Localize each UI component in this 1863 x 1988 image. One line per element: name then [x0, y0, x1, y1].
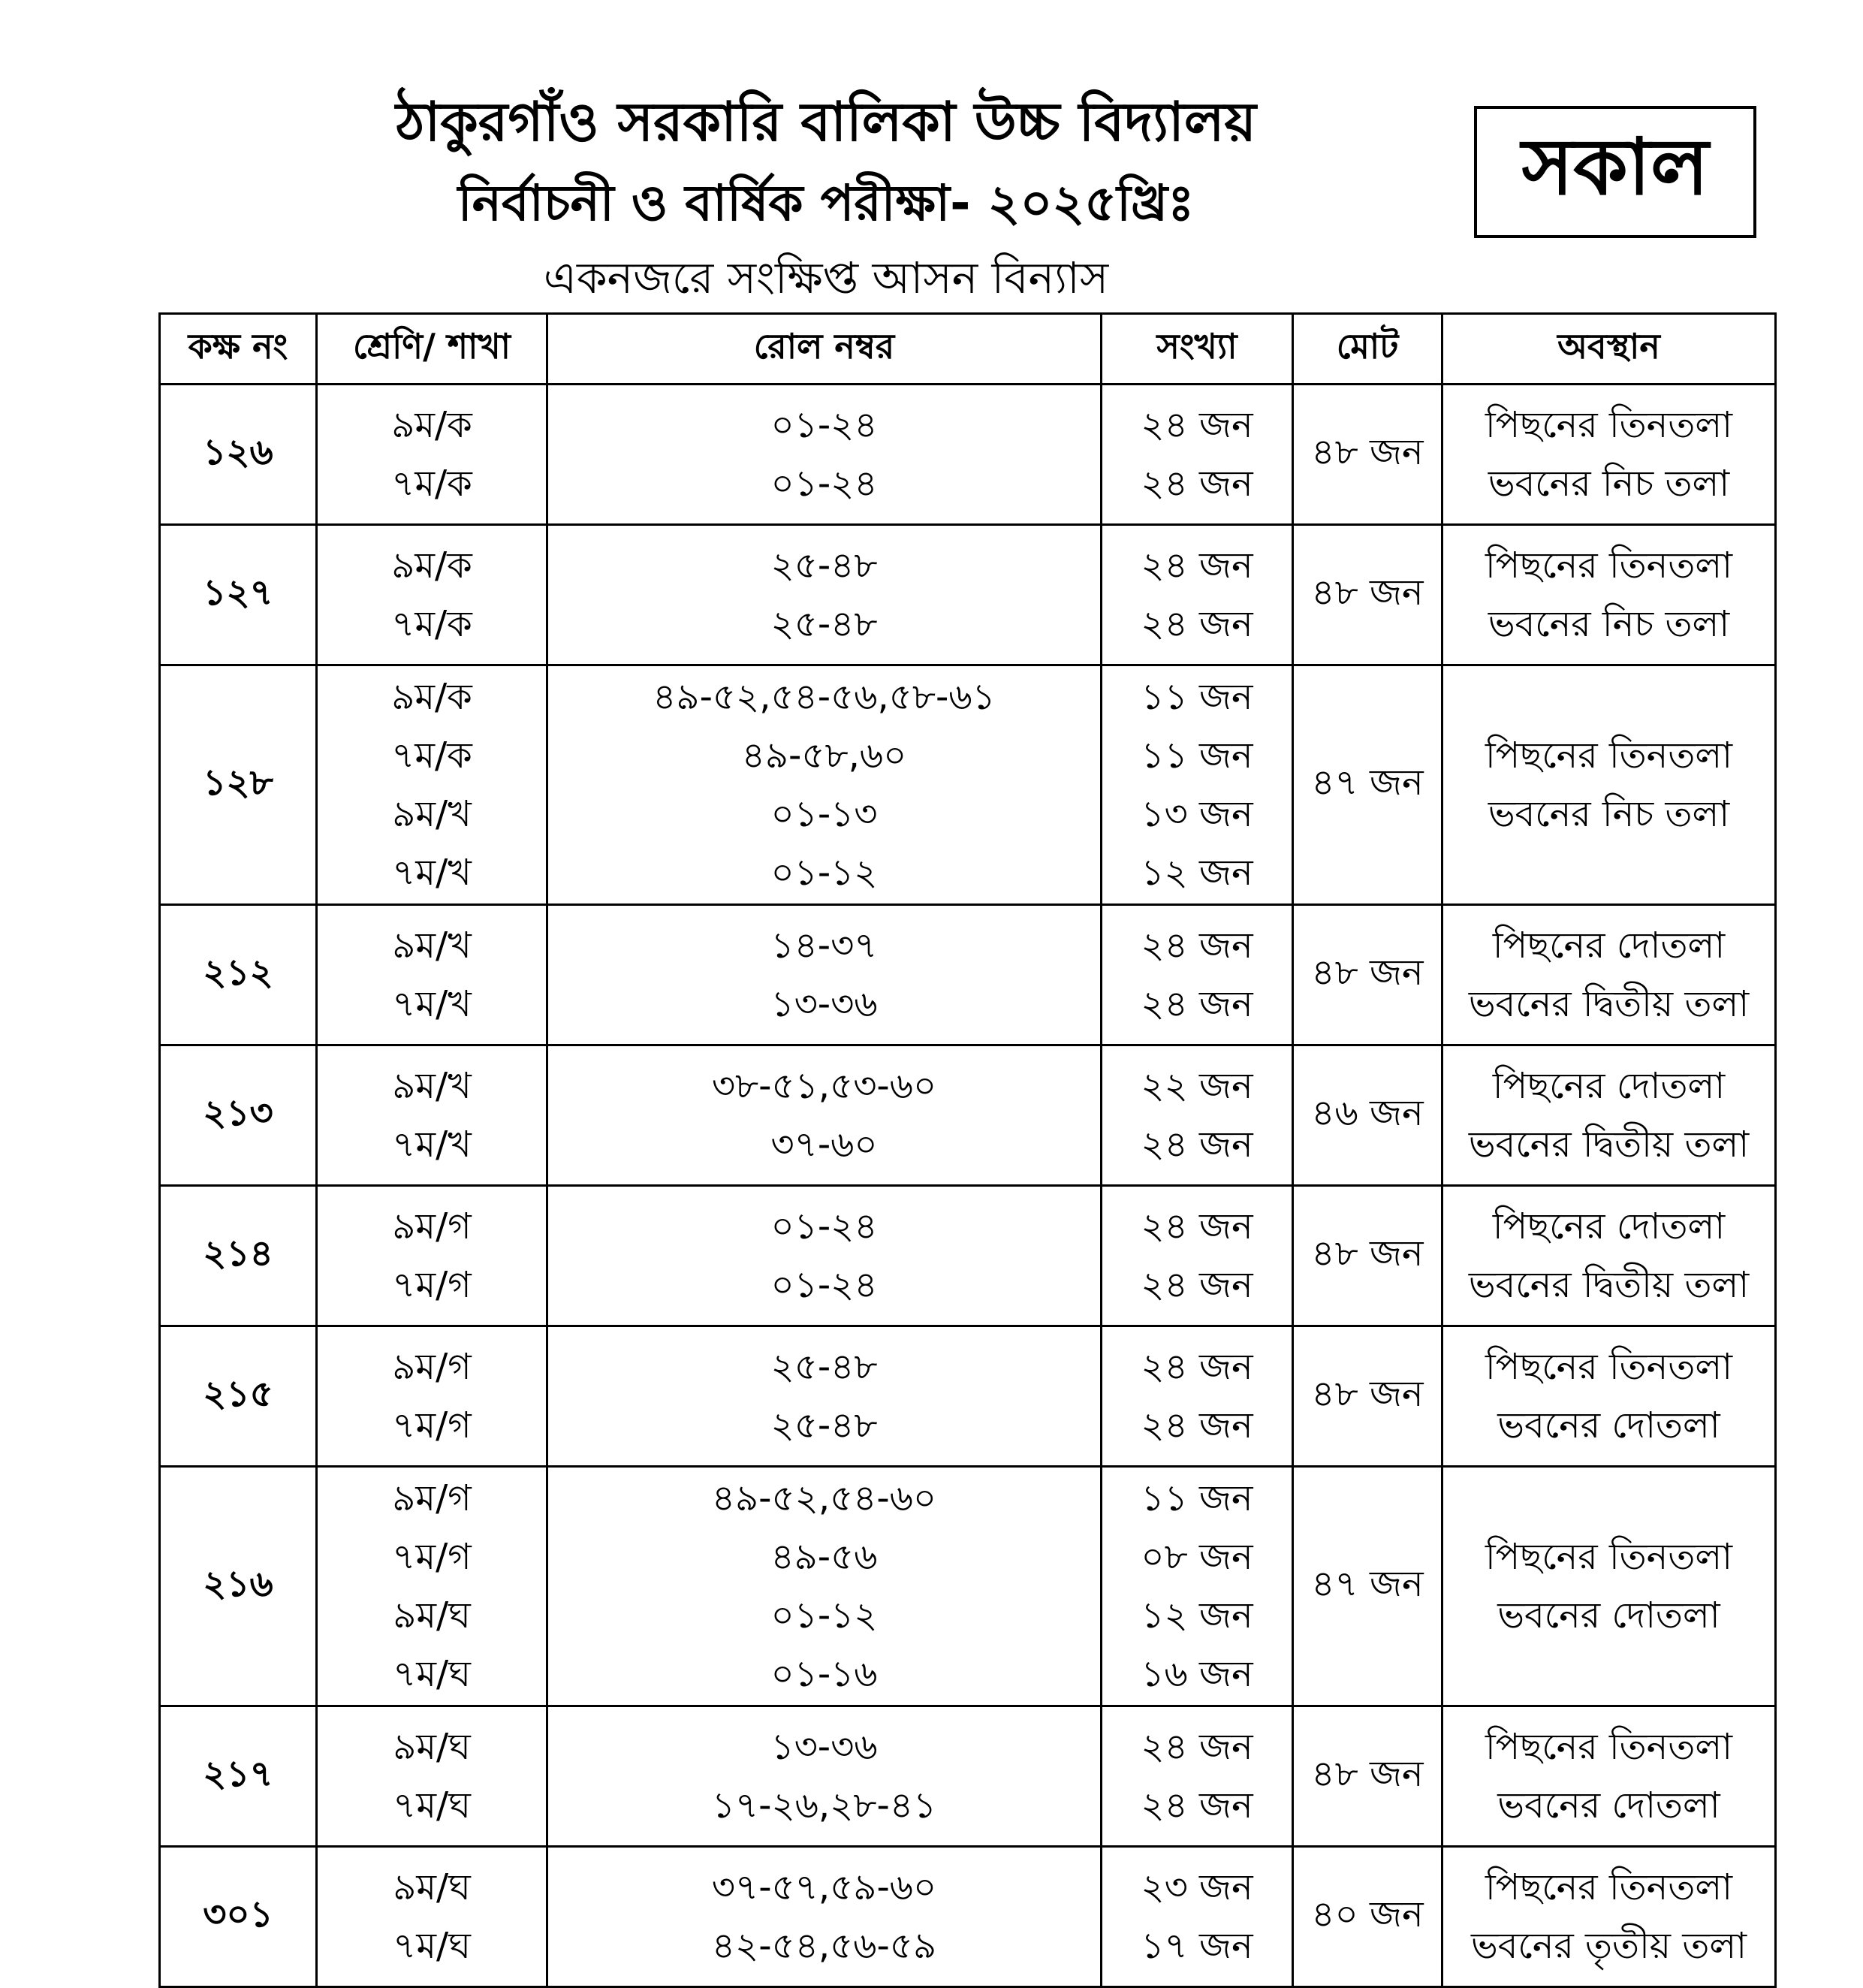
roll-range: ৩৭-৬০: [770, 1124, 878, 1166]
exam-title: নির্বাচনী ও বার্ষিক পরীক্ষা- ২০২৫খ্রিঃ: [457, 174, 1195, 232]
class-section: ৯ম/গ: [392, 1477, 472, 1519]
class-section-cell: [317, 525, 547, 665]
document-header: [0, 0, 1863, 308]
student-count: ২৪ জন: [1141, 404, 1253, 446]
school-name: ঠাকুরগাঁও সরকারি বালিকা উচ্চ বিদ্যালয়: [396, 90, 1256, 153]
roll-range: ৪২-৫৪,৫৬-৫৯: [711, 1925, 937, 1967]
table-row: [160, 1045, 1776, 1186]
class-section: ৭ম/ঘ: [393, 1784, 471, 1827]
student-count: ২৪ জন: [1141, 1124, 1253, 1166]
class-section: ৯ম/গ: [392, 1205, 472, 1247]
class-section: ৭ম/খ: [392, 852, 472, 894]
roll-numbers-cell: [547, 1186, 1102, 1326]
roll-range: ০১-১৬: [770, 1653, 878, 1695]
class-section: ৯ম/ক: [391, 676, 472, 718]
class-section: ৯ম/গ: [392, 1346, 472, 1388]
location-line: পিছনের তিনতলা: [1485, 1536, 1733, 1578]
location-line: ভবনের দোতলা: [1497, 1784, 1720, 1827]
header-room-no: কক্ষ নং: [160, 314, 317, 385]
roll-range: ০১-২৪: [770, 404, 878, 446]
location-line: ভবনের দ্বিতীয় তলা: [1468, 1124, 1750, 1166]
roll-numbers-cell: [547, 1326, 1102, 1467]
student-count: ২৩ জন: [1141, 1866, 1253, 1908]
class-section: ৭ম/গ: [392, 1404, 472, 1447]
location-cell: [1442, 1326, 1776, 1467]
student-count: ১৩ জন: [1141, 793, 1253, 835]
count-cell: [1102, 665, 1293, 905]
student-count: ০৮ জন: [1141, 1536, 1253, 1578]
location-line: পিছনের দোতলা: [1492, 925, 1726, 967]
total-cell: ৪৮ জন: [1293, 385, 1442, 525]
class-section: ৭ম/ঘ: [393, 1925, 471, 1967]
location-cell: [1442, 905, 1776, 1045]
seating-table: [158, 312, 1777, 1988]
room-number-cell: ১২৬: [160, 385, 317, 525]
total-cell: ৪৬ জন: [1293, 1045, 1442, 1186]
count-cell: [1102, 1045, 1293, 1186]
roll-range: ২৫-৪৮: [770, 1404, 878, 1447]
class-section: ৭ম/গ: [392, 1536, 472, 1578]
student-count: ১৭ জন: [1141, 1925, 1253, 1967]
table-row: [160, 1847, 1776, 1987]
student-count: ১১ জন: [1141, 1477, 1253, 1519]
roll-range: ১৪-৩৭: [770, 925, 878, 967]
count-cell: [1102, 1326, 1293, 1467]
class-section: ৯ম/ক: [391, 545, 472, 587]
roll-numbers-cell: [547, 1467, 1102, 1706]
class-section: ৯ম/ঘ: [393, 1726, 471, 1768]
student-count: ২৪ জন: [1141, 1726, 1253, 1768]
location-line: ভবনের দোতলা: [1497, 1404, 1720, 1447]
location-cell: [1442, 665, 1776, 905]
table-row: [160, 525, 1776, 665]
total-cell: ৪৮ জন: [1293, 525, 1442, 665]
student-count: ১১ জন: [1141, 676, 1253, 718]
table-row: [160, 905, 1776, 1045]
table-row: [160, 1706, 1776, 1847]
header-location: অবস্থান: [1442, 314, 1776, 385]
class-section-cell: [317, 665, 547, 905]
student-count: ১২ জন: [1141, 852, 1253, 894]
table-row: [160, 665, 1776, 905]
total-cell: ৪৭ জন: [1293, 665, 1442, 905]
class-section-cell: [317, 1847, 547, 1987]
student-count: ২৪ জন: [1141, 1346, 1253, 1388]
roll-numbers-cell: [547, 525, 1102, 665]
class-section: ৭ম/ক: [391, 603, 472, 645]
room-number-cell: ২১৭: [160, 1706, 317, 1847]
roll-range: ০১-১২: [770, 852, 878, 894]
roll-range: ১৩-৩৬: [770, 983, 878, 1025]
location-line: ভবনের নিচ তলা: [1488, 463, 1730, 505]
header-total: মোট: [1293, 314, 1442, 385]
location-line: পিছনের দোতলা: [1492, 1065, 1726, 1107]
location-line: পিছনের তিনতলা: [1485, 545, 1733, 587]
student-count: ২৪ জন: [1141, 1264, 1253, 1306]
student-count: ১৬ জন: [1141, 1653, 1253, 1695]
roll-range: ৩৭-৫৭,৫৯-৬০: [711, 1866, 937, 1908]
table-row: [160, 1467, 1776, 1706]
roll-numbers-cell: [547, 1706, 1102, 1847]
roll-numbers-cell: [547, 385, 1102, 525]
count-cell: [1102, 1706, 1293, 1847]
class-section-cell: [317, 1467, 547, 1706]
total-cell: ৪০ জন: [1293, 1847, 1442, 1987]
roll-numbers-cell: [547, 1847, 1102, 1987]
room-number-cell: ২১৩: [160, 1045, 317, 1186]
room-number-cell: ২১৪: [160, 1186, 317, 1326]
location-line: ভবনের দ্বিতীয় তলা: [1468, 1264, 1750, 1306]
room-number-cell: ২১৫: [160, 1326, 317, 1467]
location-line: পিছনের তিনতলা: [1485, 1726, 1733, 1768]
total-cell: ৪৮ জন: [1293, 1326, 1442, 1467]
class-section-cell: [317, 1706, 547, 1847]
location-line: পিছনের তিনতলা: [1485, 1346, 1733, 1388]
location-cell: [1442, 1706, 1776, 1847]
room-number-cell: ২১২: [160, 905, 317, 1045]
location-cell: [1442, 1847, 1776, 1987]
seating-plan-subtitle: একনজরে সংক্ষিপ্ত আসন বিন্যাস: [543, 252, 1109, 303]
count-cell: [1102, 905, 1293, 1045]
class-section: ৭ম/ক: [391, 463, 472, 505]
class-section: ৯ম/খ: [392, 793, 472, 835]
roll-range: ২৫-৪৮: [770, 603, 878, 645]
student-count: ২৪ জন: [1141, 463, 1253, 505]
class-section-cell: [317, 905, 547, 1045]
table-row: [160, 1186, 1776, 1326]
class-section: ৭ম/খ: [392, 983, 472, 1025]
roll-range: ১৭-২৬,২৮-৪১: [711, 1784, 937, 1827]
roll-range: ০১-১২: [770, 1594, 878, 1637]
table-row: [160, 385, 1776, 525]
room-number-cell: ১২৮: [160, 665, 317, 905]
roll-range: ৪৯-৫২,৫৪-৫৬,৫৮-৬১: [653, 676, 996, 718]
class-section: ৯ম/খ: [392, 1065, 472, 1107]
student-count: ১২ জন: [1141, 1594, 1253, 1637]
student-count: ২৪ জন: [1141, 1404, 1253, 1447]
class-section-cell: [317, 1326, 547, 1467]
student-count: ২৪ জন: [1141, 983, 1253, 1025]
count-cell: [1102, 525, 1293, 665]
class-section: ৭ম/গ: [392, 1264, 472, 1306]
total-cell: ৪৮ জন: [1293, 1186, 1442, 1326]
roll-range: ০১-২৪: [770, 1264, 878, 1306]
student-count: ২৪ জন: [1141, 925, 1253, 967]
location-line: পিছনের তিনতলা: [1485, 1866, 1733, 1908]
class-section: ৯ম/ঘ: [393, 1866, 471, 1908]
header-class-section: শ্রেণি/ শাখা: [317, 314, 547, 385]
roll-range: ০১-২৪: [770, 463, 878, 505]
table-header-row: [160, 314, 1776, 385]
class-section: ৯ম/খ: [392, 925, 472, 967]
roll-range: ৪৯-৫২,৫৪-৬০: [711, 1477, 937, 1519]
location-line: পিছনের তিনতলা: [1485, 404, 1733, 446]
class-section: ৭ম/ক: [391, 735, 472, 777]
student-count: ২২ জন: [1141, 1065, 1253, 1107]
shift-label-box: সকাল: [1474, 106, 1756, 238]
class-section-cell: [317, 1186, 547, 1326]
table-row: [160, 1326, 1776, 1467]
room-number-cell: ১২৭: [160, 525, 317, 665]
location-cell: [1442, 385, 1776, 525]
location-line: পিছনের তিনতলা: [1485, 735, 1733, 777]
student-count: ২৪ জন: [1141, 603, 1253, 645]
class-section: ৭ম/খ: [392, 1124, 472, 1166]
total-cell: ৪৭ জন: [1293, 1467, 1442, 1706]
total-cell: ৪৮ জন: [1293, 905, 1442, 1045]
header-roll-numbers: রোল নম্বর: [547, 314, 1102, 385]
class-section-cell: [317, 385, 547, 525]
location-line: ভবনের তৃতীয় তলা: [1470, 1925, 1747, 1967]
roll-range: ৪৯-৫৮,৬০: [741, 735, 907, 777]
header-count: সংখ্যা: [1102, 314, 1293, 385]
roll-range: ২৫-৪৮: [770, 545, 878, 587]
room-number-cell: ২১৬: [160, 1467, 317, 1706]
location-line: পিছনের দোতলা: [1492, 1205, 1726, 1247]
class-section: ৯ম/ক: [391, 404, 472, 446]
student-count: ২৪ জন: [1141, 1205, 1253, 1247]
location-line: ভবনের দ্বিতীয় তলা: [1468, 983, 1750, 1025]
room-number-cell: ৩০১: [160, 1847, 317, 1987]
student-count: ১১ জন: [1141, 735, 1253, 777]
roll-numbers-cell: [547, 665, 1102, 905]
location-cell: [1442, 1045, 1776, 1186]
student-count: ২৪ জন: [1141, 545, 1253, 587]
roll-range: ২৫-৪৮: [770, 1346, 878, 1388]
roll-numbers-cell: [547, 1045, 1102, 1186]
count-cell: [1102, 1847, 1293, 1987]
roll-range: ৩৮-৫১,৫৩-৬০: [711, 1065, 937, 1107]
student-count: ২৪ জন: [1141, 1784, 1253, 1827]
roll-range: ০১-২৪: [770, 1205, 878, 1247]
count-cell: [1102, 385, 1293, 525]
roll-range: ৪৯-৫৬: [770, 1536, 878, 1578]
location-line: ভবনের দোতলা: [1497, 1594, 1720, 1637]
roll-numbers-cell: [547, 905, 1102, 1045]
roll-range: ১৩-৩৬: [770, 1726, 878, 1768]
class-section-cell: [317, 1045, 547, 1186]
table-body: [160, 385, 1776, 1987]
count-cell: [1102, 1186, 1293, 1326]
location-line: ভবনের নিচ তলা: [1488, 603, 1730, 645]
roll-range: ০১-১৩: [770, 793, 878, 835]
location-cell: [1442, 1467, 1776, 1706]
count-cell: [1102, 1467, 1293, 1706]
location-cell: [1442, 1186, 1776, 1326]
class-section: ৭ম/ঘ: [393, 1653, 471, 1695]
location-line: ভবনের নিচ তলা: [1488, 793, 1730, 835]
location-cell: [1442, 525, 1776, 665]
class-section: ৯ম/ঘ: [393, 1594, 471, 1637]
total-cell: ৪৮ জন: [1293, 1706, 1442, 1847]
